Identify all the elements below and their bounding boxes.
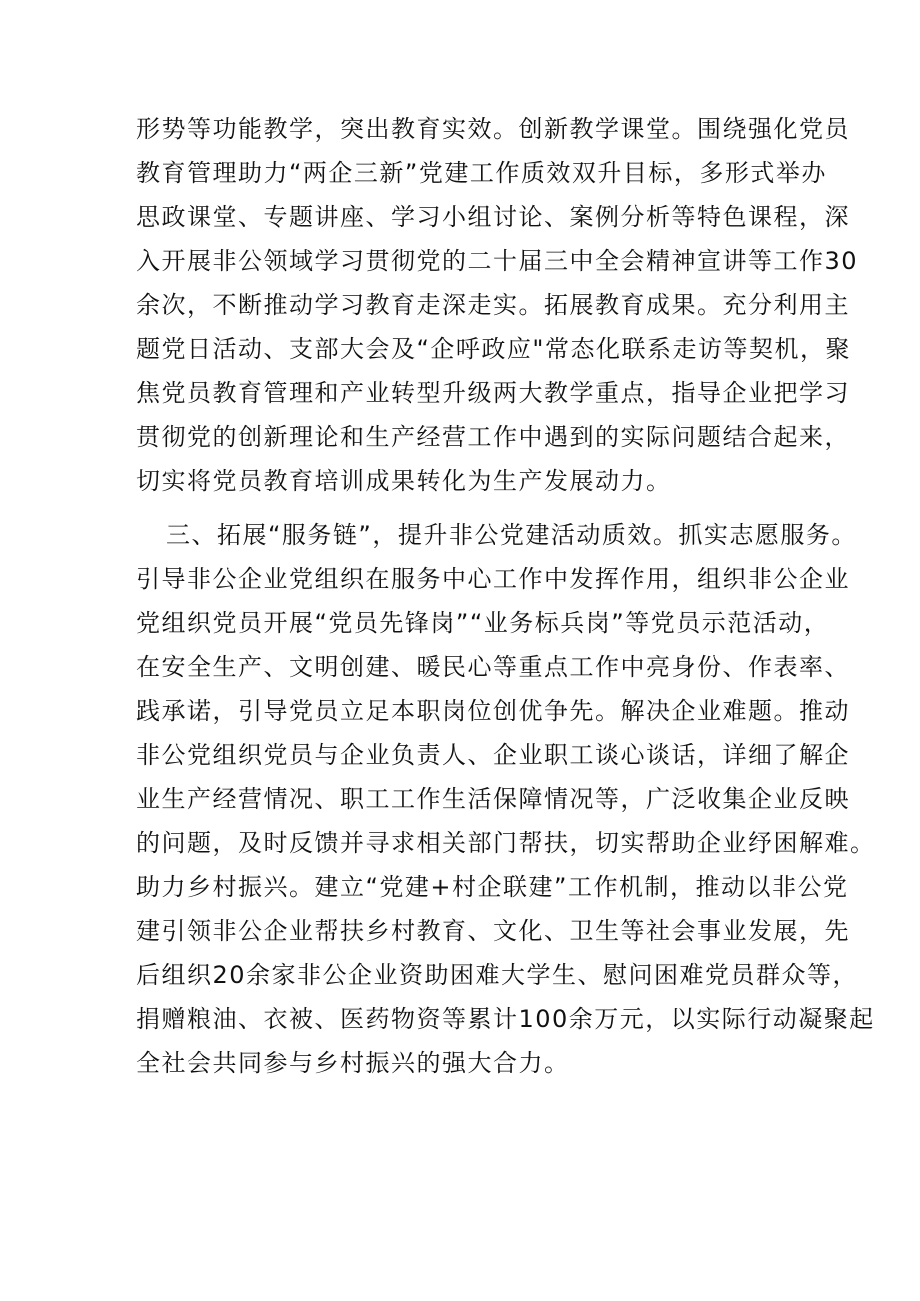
text-line: 非公党组织党员与企业负责人、企业职工谈心谈话，详细了解企 <box>136 741 850 769</box>
text-line: 的问题，及时反馈并寻求相关部门帮扶，切实帮助企业纾困解难。 <box>136 829 876 857</box>
text-line: 题党日活动、支部大会及“企呼政应"常态化联系走访等契机，聚 <box>136 335 851 363</box>
text-line: 贯彻党的创新理论和生产经营工作中遇到的实际问题结合起来， <box>136 423 850 451</box>
text-line: 践承诺，引导党员立足本职岗位创优争先。解决企业难题。推动 <box>136 697 850 725</box>
document-body <box>136 107 876 1085</box>
paragraph-continued <box>136 107 859 503</box>
text-line: 入开展非公领域学习贯彻党的二十届三中全会精神宣讲等工作30 <box>136 247 859 275</box>
text-line: 余次，不断推动学习教育走深走实。拓展教育成果。充分利用主 <box>136 291 850 319</box>
text-line: 引导非公企业党组织在服务中心工作中发挥作用，组织非公企业 <box>136 565 850 593</box>
text-line: 党组织党员开展“党员先锋岗”“业务标兵岗”等党员示范活动， <box>136 609 830 637</box>
text-line: 业生产经营情况、职工工作生活保障情况等，广泛收集企业反映 <box>136 785 850 813</box>
text-line: 全社会共同参与乡村振兴的强大合力。 <box>136 1049 570 1077</box>
text-line: 在安全生产、文明创建、暖民心等重点工作中亮身份、作表率、 <box>136 653 850 681</box>
paragraph-section-three <box>136 513 876 1085</box>
text-line: 助力乡村振兴。建立“党建+村企联建”工作机制，推动以非公党 <box>136 873 849 901</box>
text-line: 形势等功能教学，突出教育实效。创新教学课堂。围绕强化党员 <box>136 115 850 143</box>
text-line: 焦党员教育管理和产业转型升级两大教学重点，指导企业把学习 <box>136 379 850 407</box>
text-line: 教育管理助力“两企三新”党建工作质效双升目标，多形式举办 <box>136 159 827 187</box>
text-line: 后组织20余家非公企业资助困难大学生、慰问困难党员群众等， <box>136 961 859 989</box>
text-line: 思政课堂、专题讲座、学习小组讨论、案例分析等特色课程，深 <box>136 203 850 231</box>
text-line: 三、拓展“服务链”，提升非公党建活动质效。抓实志愿服务。 <box>166 521 857 549</box>
text-line: 切实将党员教育培训成果转化为生产发展动力。 <box>136 467 672 495</box>
text-line: 建引领非公企业帮扶乡村教育、文化、卫生等社会事业发展，先 <box>136 917 850 945</box>
text-line: 捐赠粮油、衣被、医药物资等累计100余万元，以实际行动凝聚起 <box>136 1005 875 1033</box>
